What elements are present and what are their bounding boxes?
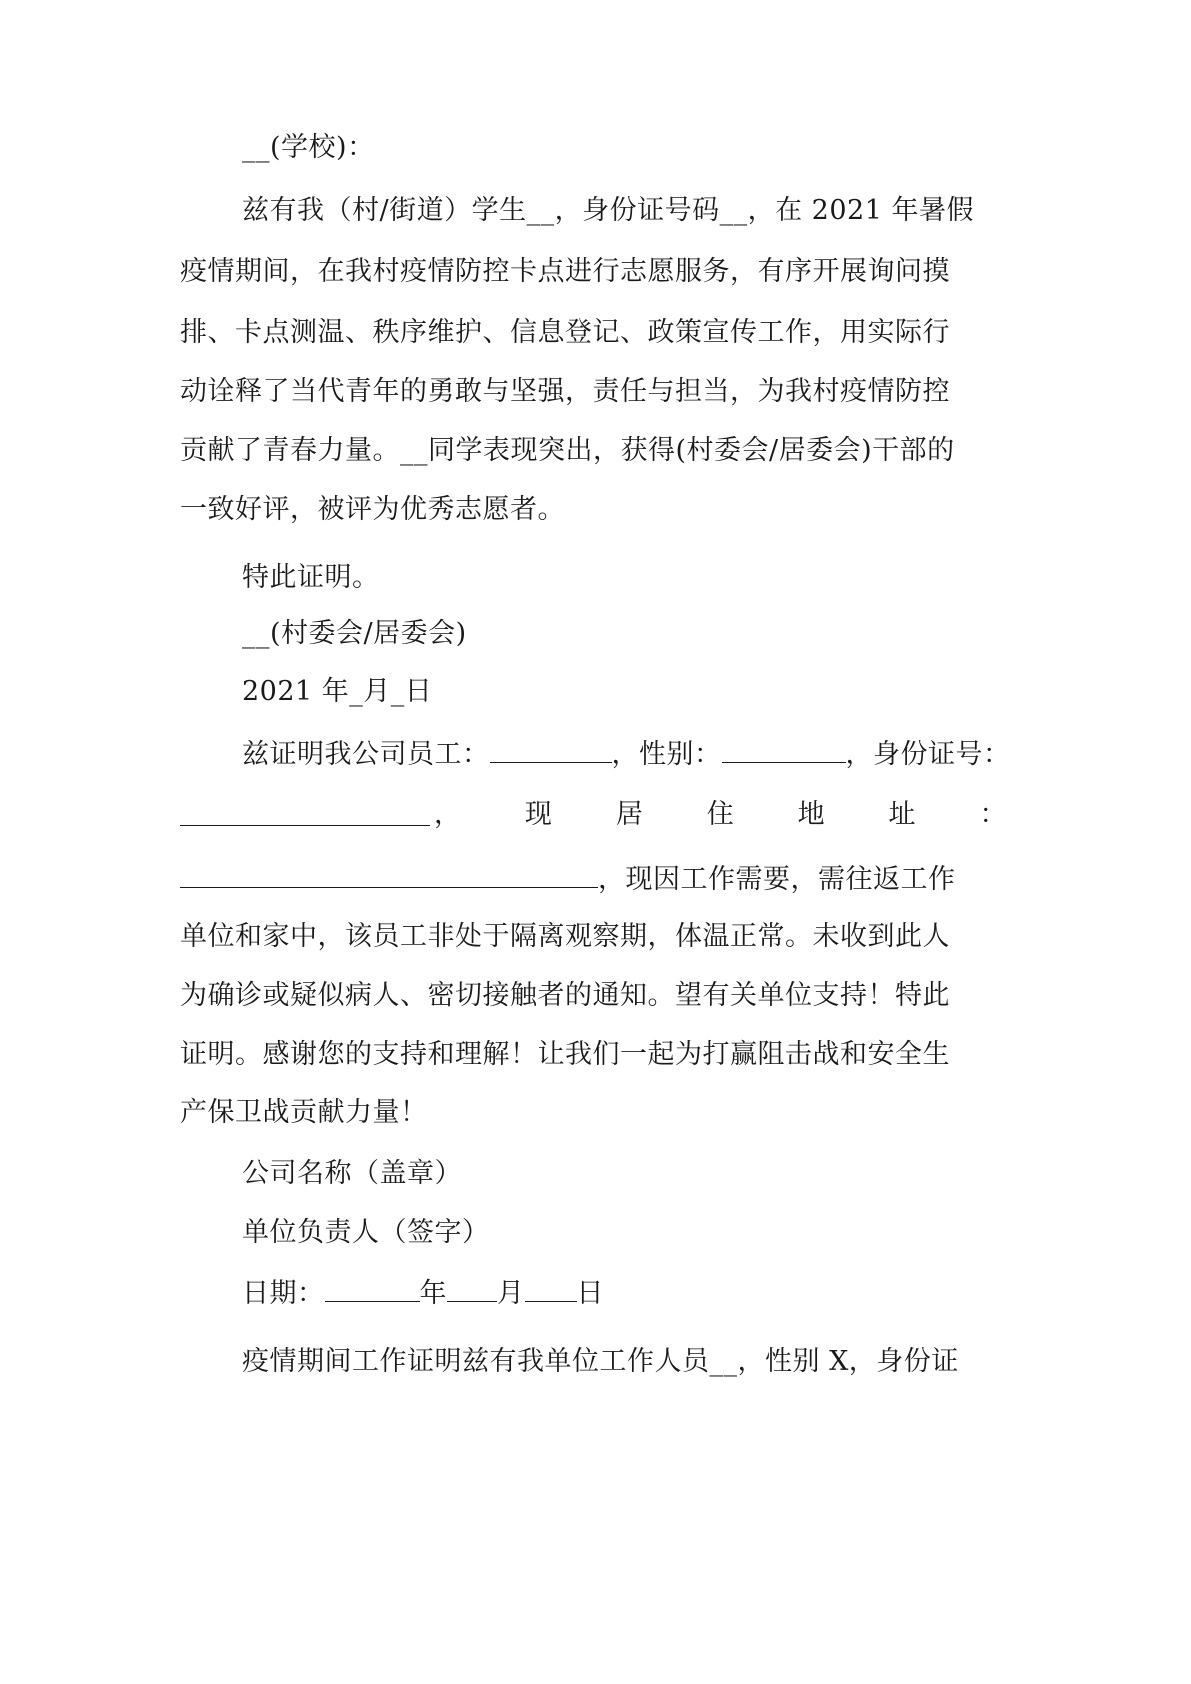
id-blank: [180, 795, 430, 826]
gender-label: ，性别：: [611, 739, 722, 770]
address-blank: [180, 857, 598, 888]
company-name: 公司名称（盖章）: [242, 1158, 462, 1189]
body-line: 为确诊或疑似病人、密切接触者的通知。望有关单位支持！特此: [180, 980, 950, 1011]
id-label: ，身份证号：: [845, 739, 1011, 770]
employee-label: 兹证明我公司员工：: [242, 739, 490, 770]
employee-info-line: [242, 732, 1015, 772]
address-line: [180, 795, 1015, 835]
body-line: 证明。感谢您的支持和理解！让我们一起为打赢阻击战和安全生: [180, 1039, 950, 1070]
date: 2021 年_月_日: [242, 676, 433, 707]
month-blank: [447, 1271, 497, 1302]
date-label: 日期：: [242, 1278, 325, 1309]
date-line: [242, 1271, 1015, 1311]
day-blank: [525, 1271, 577, 1302]
signer: __(村委会/居委会): [242, 618, 467, 649]
year-blank: [325, 1271, 420, 1302]
day-label: 日: [576, 1278, 604, 1309]
closing-text: 特此证明。: [242, 562, 380, 593]
body-line: 贡献了青春力量。__同学表现突出，获得(村委会/居委会)干部的: [180, 435, 955, 466]
body-line: 疫情期间，在我村疫情防控卡点进行志愿服务，有序开展询问摸: [180, 256, 950, 287]
salutation: __(学校)：: [242, 132, 375, 163]
body-line: 单位和家中，该员工非处于隔离观察期，体温正常。未收到此人: [180, 921, 950, 952]
address-label: ， 现 居 住 地 址 ：: [434, 799, 1007, 830]
body-line: 兹有我（村/街道）学生__，身份证号码__，在 2021 年暑假: [242, 195, 974, 226]
address-blank-line: [180, 857, 1015, 897]
body-line: 排、卡点测温、秩序维护、信息登记、政策宣传工作，用实际行: [180, 317, 950, 348]
work-certificate-line: 疫情期间工作证明兹有我单位工作人员__，性别 X，身份证: [242, 1346, 959, 1377]
body-line: 一致好评，被评为优秀志愿者。: [180, 494, 565, 525]
gender-blank: [722, 732, 846, 763]
reason-text: ，现因工作需要，需往返工作: [598, 864, 956, 895]
responsible-person: 单位负责人（签字）: [242, 1217, 490, 1248]
body-line: 产保卫战贡献力量！: [180, 1097, 428, 1128]
year-label: 年: [419, 1278, 447, 1309]
body-line: 动诠释了当代青年的勇敢与坚强，责任与担当，为我村疫情防控: [180, 376, 950, 407]
name-blank: [490, 732, 612, 763]
month-label: 月: [497, 1278, 525, 1309]
